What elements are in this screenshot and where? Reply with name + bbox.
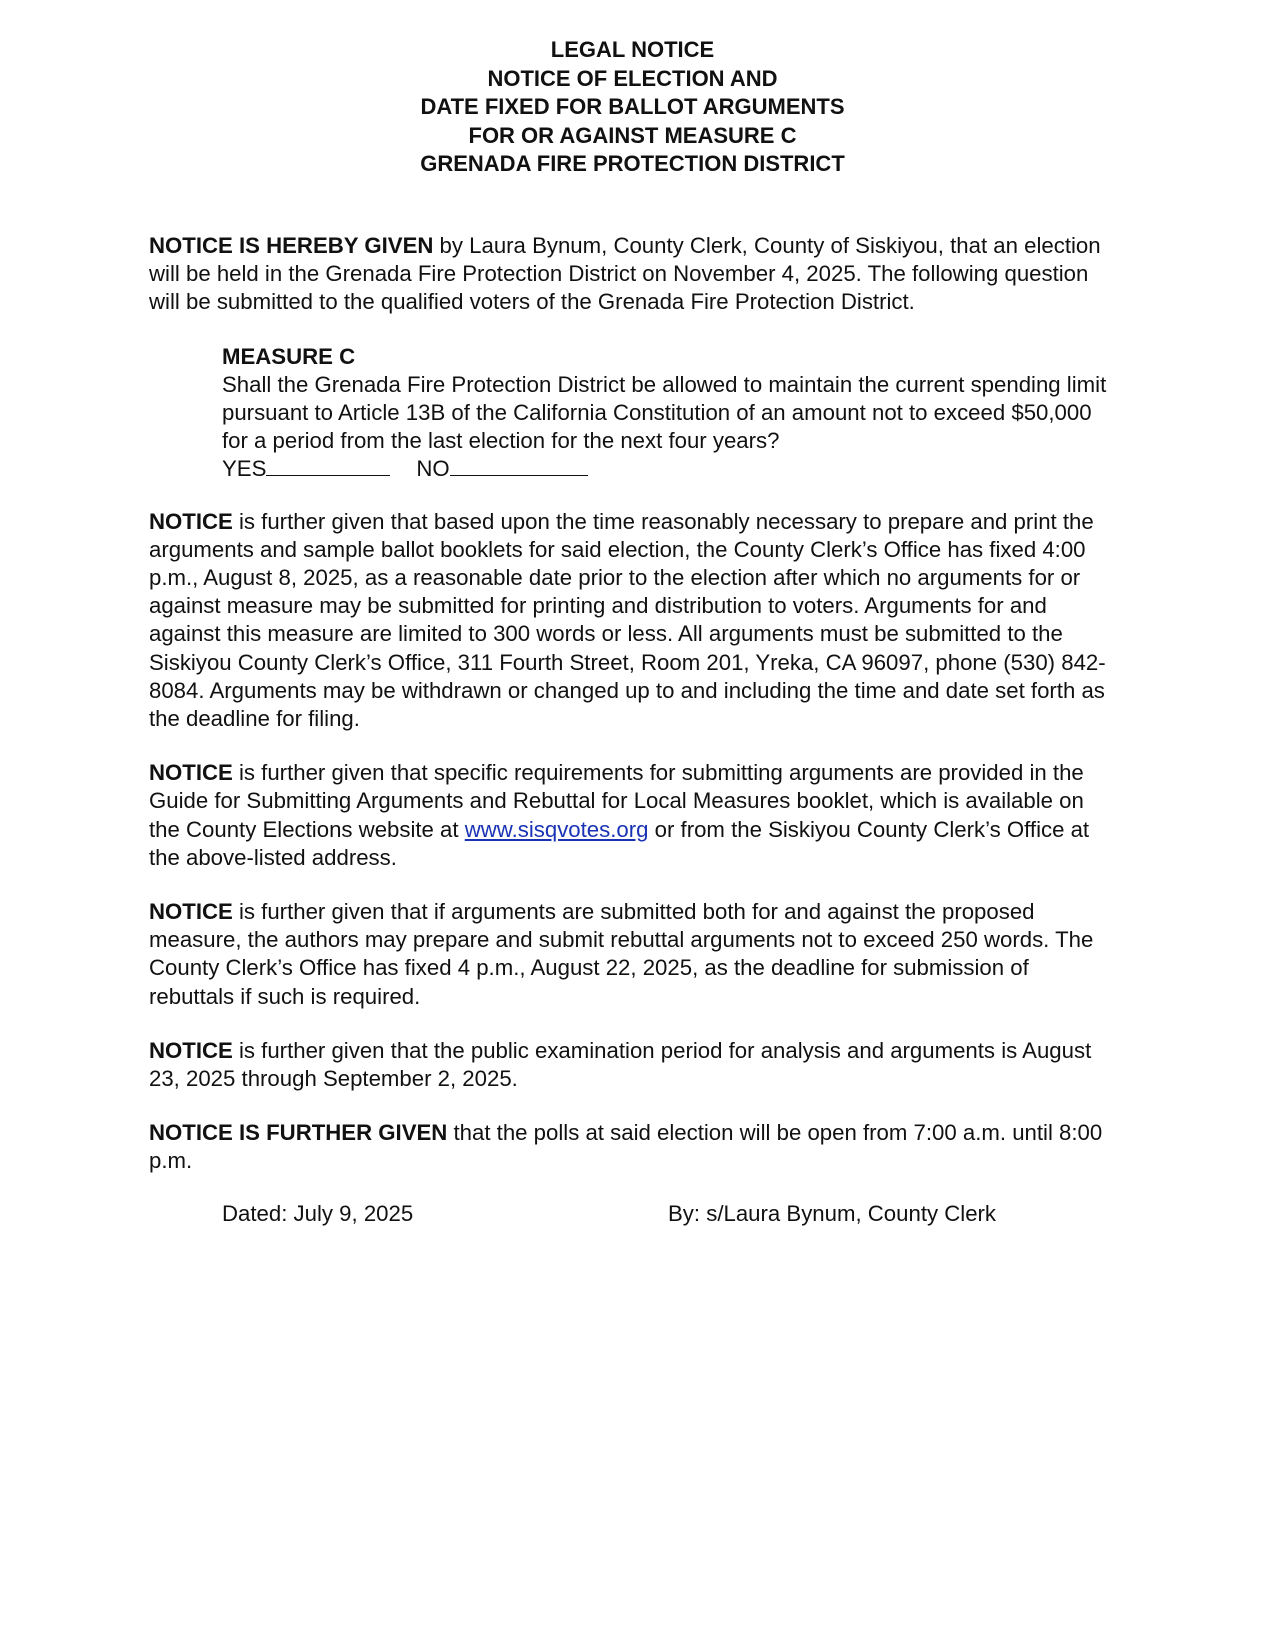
header-date-fixed: DATE FIXED FOR BALLOT ARGUMENTS <box>420 94 845 119</box>
ballot-choices <box>222 455 1122 483</box>
signature-line <box>149 1200 1119 1230</box>
sisqvotes-link[interactable]: www.sisqvotes.org <box>464 816 649 842</box>
notice-header <box>0 36 1265 179</box>
notice-text: is further given that if arguments are submitted both for and against the proposed measure, the authors may prepare and submit rebuttal arguments not to exceed 250 words. The County Clerk’s Office has fixed 4 p.m., August 22, 2025, as the deadline for submission of rebuttals if such is required. <box>149 899 1094 1009</box>
intro-lead: NOTICE IS HEREBY GIVEN <box>149 233 434 258</box>
header-measure: FOR OR AGAINST MEASURE C <box>468 122 797 148</box>
notice-lead: NOTICE <box>149 1037 233 1063</box>
intro-text: by Laura Bynum, County Clerk, County of Siskiyou, that an election will be held in the Grenada Fire Protection District on November 4, 2025. The following question will be submitted to the qualified voters of the Grenada Fire Protection District. <box>149 233 1101 315</box>
signed-by-text: By: s/Laura Bynum, County Clerk <box>668 1200 997 1226</box>
notice-lead: NOTICE <box>149 899 233 925</box>
notice-body <box>149 232 1119 1230</box>
measure-title: MEASURE C <box>222 343 356 369</box>
yes-blank-line <box>266 455 390 476</box>
notice-text: is further given that specific requirements for submitting arguments are provided in the Guide for Submitting Arguments and Rebuttal for Local Measures booklet, which is available on the County Elections website at <box>149 760 1084 842</box>
notice-text: that the polls at said election will be open from 7:00 a.m. until 8:00 p.m. <box>149 1120 1103 1174</box>
header-legal-notice: LEGAL NOTICE <box>550 37 715 62</box>
no-label: NO <box>416 456 450 482</box>
intro-paragraph <box>149 232 1119 317</box>
notice-paragraph-rebuttals <box>149 898 1119 1011</box>
measure-block <box>222 343 1122 484</box>
measure-question: Shall the Grenada Fire Protection District be allowed to maintain the current spending limit pursuant to Article 13B of the California Constitution of an amount not to exceed $50,000 for a period from the last election for the next four years? <box>222 371 1107 454</box>
notice-text: is further given that the public examination period for analysis and arguments is August 23, 2025 through September 2, 2025. <box>149 1037 1092 1092</box>
no-blank-line <box>450 455 588 476</box>
notice-text: or from the Siskiyou County Clerk’s Office at the above-listed address. <box>149 816 1090 870</box>
yes-label: YES <box>222 456 267 482</box>
header-notice-of-election: NOTICE OF ELECTION AND <box>487 65 778 91</box>
notice-text: is further given that based upon the time reasonably necessary to prepare and print the arguments and sample ballot booklets for said election, the County Clerk’s Office has fixed 4:00 p.m., August 8, 2025, as a reasonable date prior to the election after which no arguments for or against measure may be submitted for printing and distribution to voters. Arguments for and against this measure are limited to 300 words or less. All arguments must be submitted to the Siskiyou County Clerk’s Office, 311 Fourth Street, Room 201, Yreka, CA 96097, phone (530) 842-8084. Arguments may be withdrawn or changed up to and including the time and date set forth as the deadline for filing. <box>149 508 1106 732</box>
notice-lead: NOTICE <box>149 508 233 534</box>
header-district: GRENADA FIRE PROTECTION DISTRICT <box>420 151 845 176</box>
notice-paragraph-polls <box>149 1119 1119 1175</box>
notice-lead: NOTICE <box>149 760 233 786</box>
notice-paragraph-examination-period <box>149 1037 1119 1093</box>
dated-text: Dated: July 9, 2025 <box>222 1200 414 1226</box>
notice-lead: NOTICE IS FURTHER GIVEN <box>149 1120 448 1146</box>
notice-paragraph-requirements <box>149 759 1119 872</box>
notice-paragraph-arguments-deadline <box>149 508 1119 734</box>
